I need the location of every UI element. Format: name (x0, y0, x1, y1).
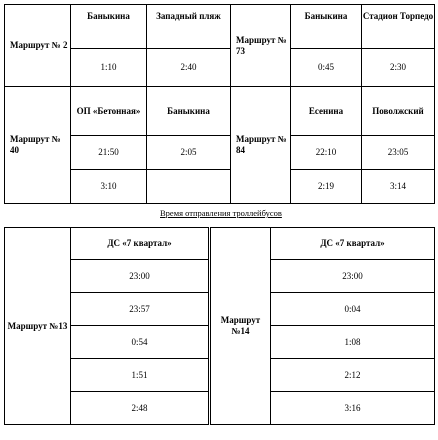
route-14-header: ДС «7 квартал» (271, 228, 435, 260)
route-73-time-1: 0:45 (291, 49, 362, 87)
route-2-label: Маршрут № 2 (5, 5, 71, 87)
route-13-time-2: 23:57 (71, 293, 209, 326)
route-40-dest-2: Баныкина (147, 87, 231, 136)
route-14-label: Маршрут №14 (211, 228, 271, 425)
route-40-time-2: 2:05 (147, 136, 231, 170)
route-84-time-3: 2:19 (291, 170, 362, 204)
route-2-dest-2: Западный пляж (147, 5, 231, 49)
route-14-time-5: 3:16 (271, 392, 435, 425)
route-84-dest-1: Есенина (291, 87, 362, 136)
route-40-label: Маршрут № 40 (5, 87, 71, 204)
trolleybus-caption: Время отправления троллейбусов (160, 208, 282, 218)
bus-schedule-table (4, 4, 435, 204)
trolleybus-schedule-table (4, 227, 435, 425)
route-13-label: Маршрут №13 (5, 228, 71, 425)
route-14-time-1: 23:00 (271, 260, 435, 293)
route-40-blank-cell (147, 170, 231, 204)
route-13-time-5: 2:48 (71, 392, 209, 425)
route-73-label: Маршрут № 73 (231, 5, 291, 87)
route-14-time-2: 0:04 (271, 293, 435, 326)
route-40-dest-1: ОП «Бетонная» (71, 87, 147, 136)
route-40-time-1: 21:50 (71, 136, 147, 170)
route-84-time-2: 23:05 (362, 136, 435, 170)
route-13-time-3: 0:54 (71, 326, 209, 359)
route-40-time-3: 3:10 (71, 170, 147, 204)
route-14-time-3: 1:08 (271, 326, 435, 359)
route-13-time-1: 23:00 (71, 260, 209, 293)
route-14-time-4: 2:12 (271, 359, 435, 392)
route-73-time-2: 2:30 (362, 49, 435, 87)
route-84-time-1: 22:10 (291, 136, 362, 170)
route-2-dest-1: Баныкина (71, 5, 147, 49)
route-2-time-1: 1:10 (71, 49, 147, 87)
route-73-dest-1: Баныкина (291, 5, 362, 49)
route-73-dest-2: Стадион Торпедо (362, 5, 435, 49)
route-84-time-4: 3:14 (362, 170, 435, 204)
route-2-time-2: 2:40 (147, 49, 231, 87)
route-13-time-4: 1:51 (71, 359, 209, 392)
route-13-header: ДС «7 квартал» (71, 228, 209, 260)
route-84-label: Маршрут № 84 (231, 87, 291, 204)
route-84-dest-2: Поволжский (362, 87, 435, 136)
